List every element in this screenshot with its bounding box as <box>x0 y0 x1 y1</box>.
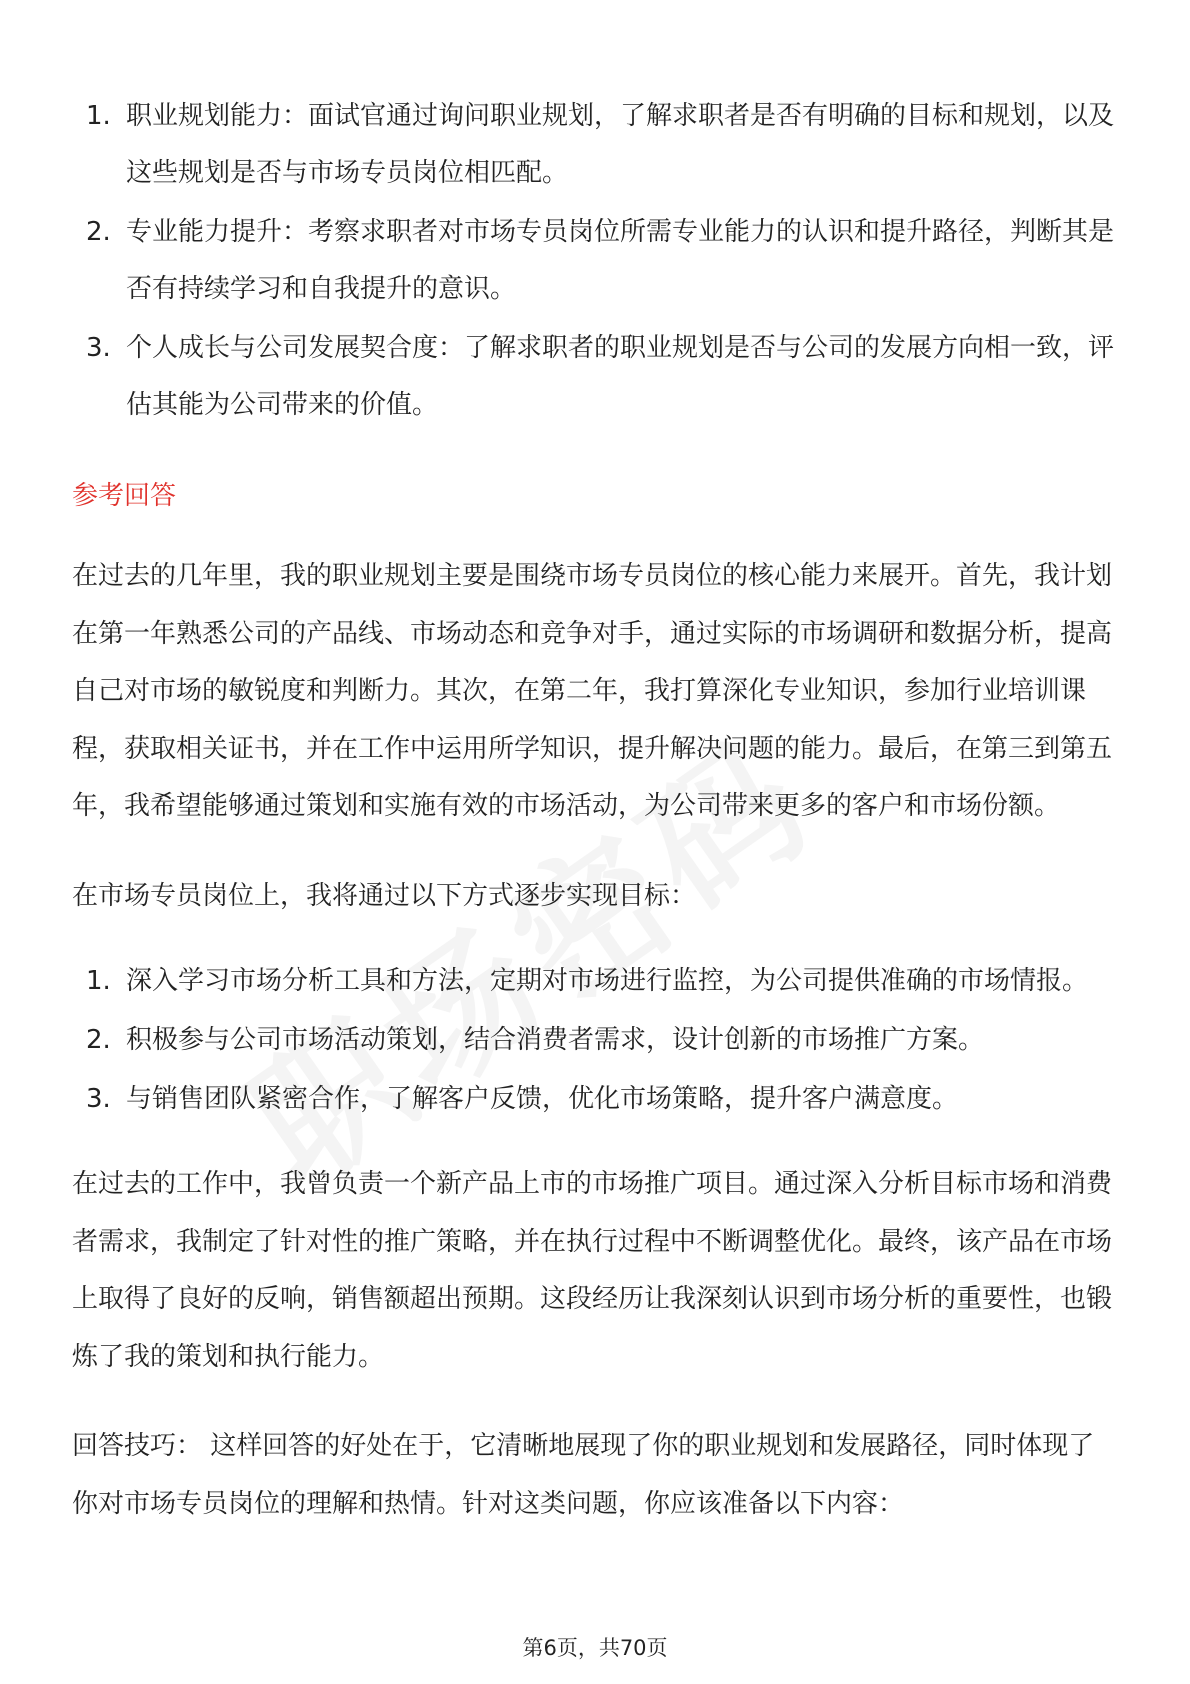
list-item <box>72 1012 1120 1069</box>
evaluation-points-list <box>72 88 1120 434</box>
reference-answer-heading: 参考回答 <box>72 481 177 511</box>
list-item <box>72 204 1120 318</box>
list-number: 3. <box>86 333 111 363</box>
answer-paragraph: 在过去的工作中，我曾负责一个新产品上市的市场推广项目。通过深入分析目标市场和消费者需求，我制定了针对性的推广策略，并在执行过程中不断调整优化。最终，该产品在市场上取得了良好的反响，销售额超出预期。这段经历让我深刻认识到市场分析的重要性，也锻炼了我的策划和执行能力。 <box>72 1169 1113 1372</box>
list-number: 3. <box>86 1084 111 1114</box>
list-item-text: 与销售团队紧密合作，了解客户反馈，优化市场策略，提升客户满意度。 <box>126 1084 959 1114</box>
list-item-text: 积极参与公司市场活动策划，结合消费者需求，设计创新的市场推广方案。 <box>126 1025 985 1055</box>
list-item-text: 专业能力提升：考察求职者对市场专员岗位所需专业能力的认识和提升路径，判断其是否有持续学习和自我提升的意识。 <box>126 217 1115 304</box>
tips-paragraph: 回答技巧： 这样回答的好处在于，它清晰地展现了你的职业规划和发展路径，同时体现了你对市场专员岗位的理解和热情。针对这类问题，你应该准备以下内容： <box>72 1431 1095 1519</box>
page-number: 第6页，共70页 <box>522 1636 668 1660</box>
list-number: 2. <box>86 217 111 247</box>
list-item <box>72 320 1120 434</box>
list-item-text: 职业规划能力：面试官通过询问职业规划，了解求职者是否有明确的目标和规划，以及这些规划是否与市场专员岗位相匹配。 <box>126 101 1115 188</box>
list-number: 1. <box>86 101 111 131</box>
list-number: 2. <box>86 1025 111 1055</box>
list-item <box>72 88 1120 202</box>
list-item <box>72 1071 1120 1128</box>
page-content <box>72 88 1120 1533</box>
list-number: 1. <box>86 966 111 996</box>
list-item <box>72 953 1120 1010</box>
list-item-text: 深入学习市场分析工具和方法，定期对市场进行监控，为公司提供准确的市场情报。 <box>126 966 1089 996</box>
answer-paragraph: 在过去的几年里，我的职业规划主要是围绕市场专员岗位的核心能力来展开。首先，我计划在第一年熟悉公司的产品线、市场动态和竞争对手，通过实际的市场调研和数据分析，提高自己对市场的敏锐度和判断力。其次，在第二年，我打算深化专业知识，参加行业培训课程，获取相关证书，并在工作中运用所学知识，提升解决问题的能力。最后，在第三到第五年，我希望能够通过策划和实施有效的市场活动，为公司带来更多的客户和市场份额。 <box>72 561 1113 821</box>
answer-paragraph: 在市场专员岗位上，我将通过以下方式逐步实现目标： <box>72 880 697 911</box>
list-item-text: 个人成长与公司发展契合度：了解求职者的职业规划是否与公司的发展方向相一致，评估其能为公司带来的价值。 <box>126 333 1115 420</box>
goals-list <box>72 953 1120 1128</box>
